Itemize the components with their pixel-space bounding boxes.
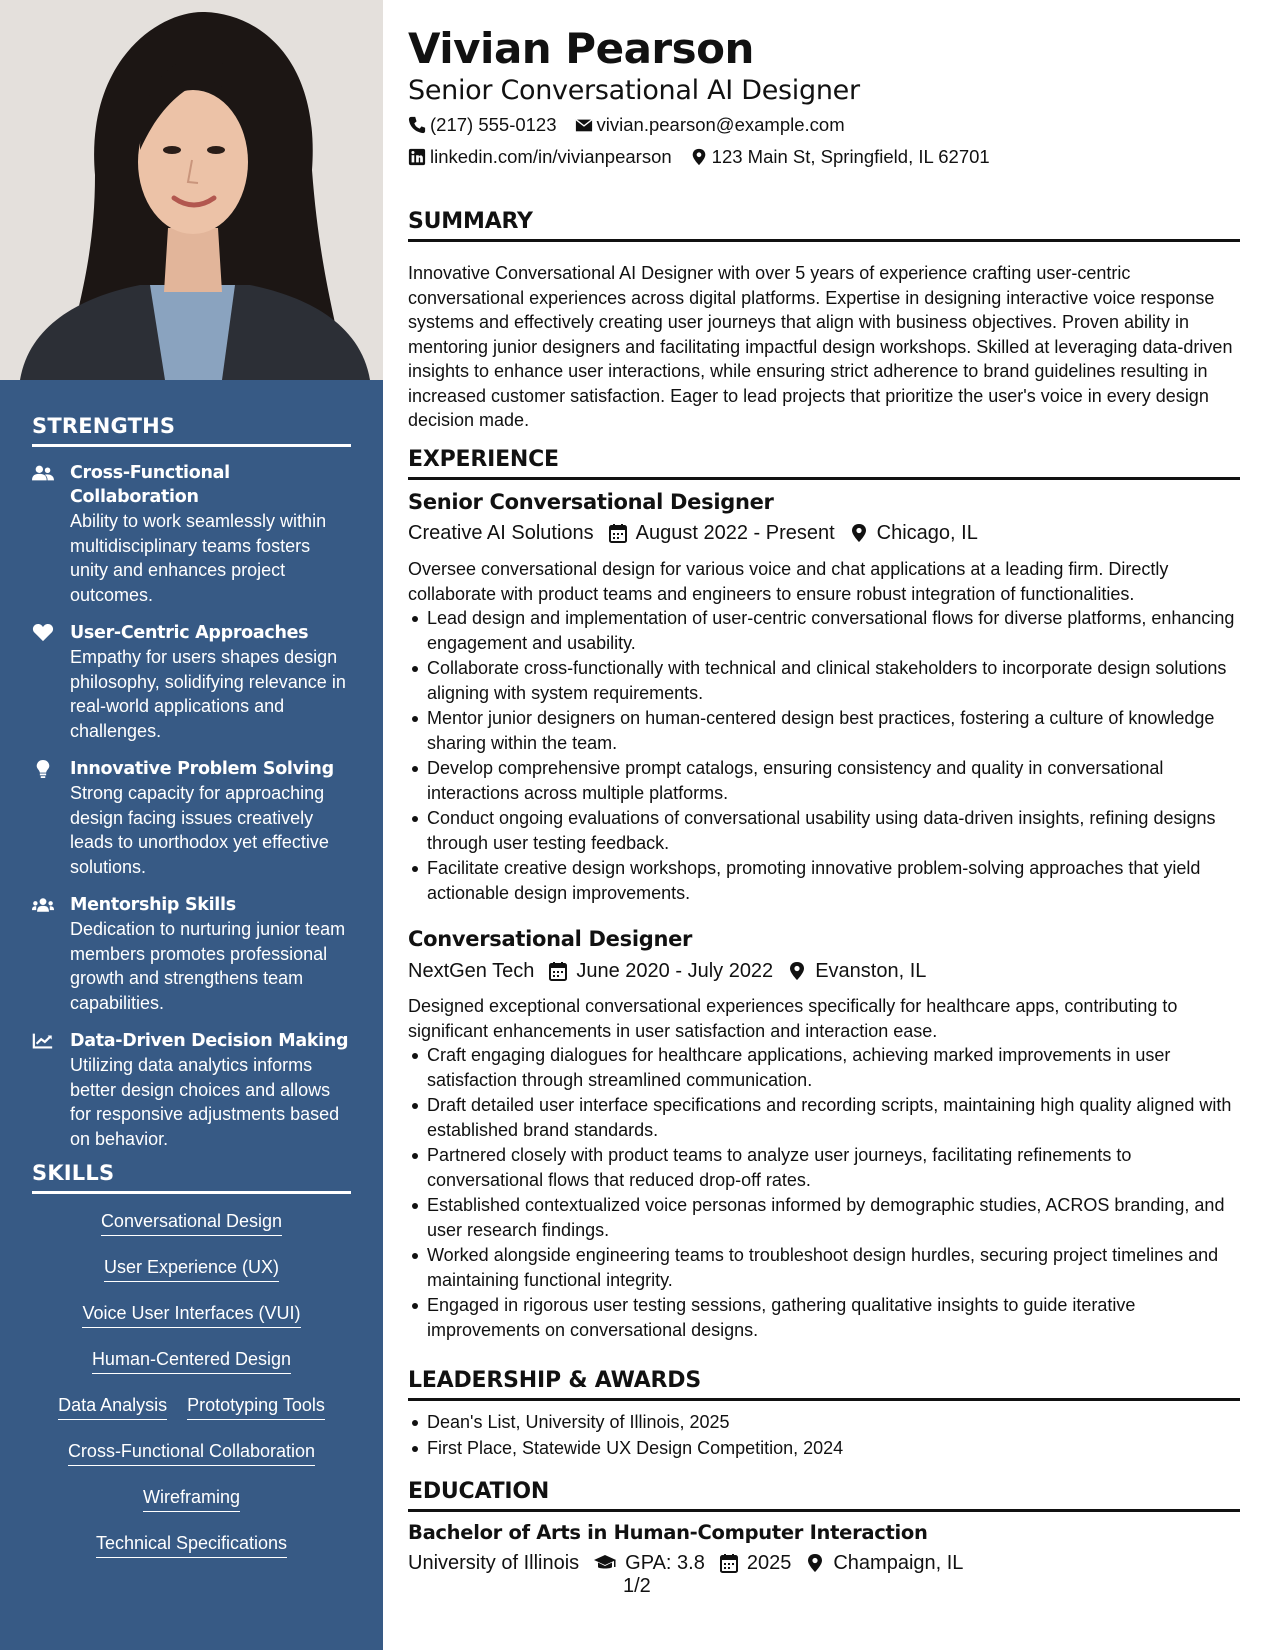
skills-heading: SKILLS <box>32 1161 351 1194</box>
calendar-icon <box>548 961 568 981</box>
skill-tag: Technical Specifications <box>96 1531 287 1558</box>
envelope-icon <box>575 116 593 134</box>
linkedin-url: linkedin.com/in/vivianpearson <box>430 146 672 167</box>
strength-title: Data-Driven Decision Making <box>70 1031 349 1051</box>
strengths-heading: STRENGTHS <box>32 414 351 447</box>
education-meta <box>408 1550 963 1576</box>
phone-contact[interactable] <box>408 113 557 137</box>
job-bullet: Engaged in rigorous user testing sessions, gathering qualitative insights to guide iterative improvements on conversational designs. <box>408 1293 1240 1342</box>
job-title: Conversational Designer <box>408 927 693 951</box>
job-bullet: Collaborate cross-functionally with technical and clinical stakeholders to incorporate design solutions aligning with system requirements. <box>408 656 1240 705</box>
job-company: Creative AI Solutions <box>408 522 594 544</box>
leadership-heading: LEADERSHIP & AWARDS <box>408 1367 1240 1401</box>
job-bullet: Facilitate creative design workshops, promoting innovative problem-solving approaches that yield actionable design improvements. <box>408 856 1240 905</box>
education-heading: EDUCATION <box>408 1478 1240 1512</box>
summary-text: Innovative Conversational AI Designer with over 5 years of experience crafting user-centric conversational experiences across digital platforms. Expertise in designing interactive voice response systems and effectively creating user journeys that align with business objectives. Proven ability in mentoring junior designers and facilitating impactful design workshops. Skilled at leveraging data-driven insights to enhance user interactions, while ensuring strict adherence to brand guidelines resulting in increased customer satisfaction. Eager to lead projects that prioritize the user's voice in every design decision made. <box>408 263 1233 430</box>
job-bullet: Craft engaging dialogues for healthcare applications, achieving marked improvements in user satisfaction through streamlined communication. <box>408 1043 1240 1092</box>
job-bullet: Established contextualized voice personas informed by demographic studies, ACROS branding, and user research findings. <box>408 1193 1240 1242</box>
job-summary: Designed exceptional conversational experiences specifically for healthcare apps, contributing to significant enhancements in user satisfaction and interaction ease. <box>408 996 1178 1041</box>
users-icon <box>32 461 70 607</box>
job-meta <box>408 520 978 546</box>
profile-photo <box>0 0 383 380</box>
job-location: Chicago, IL <box>876 522 978 544</box>
strength-item <box>32 893 351 1015</box>
phone-number: (217) 555-0123 <box>430 114 557 135</box>
strengths-section <box>32 414 351 1151</box>
sidebar <box>0 0 383 1650</box>
experience-heading: EXPERIENCE <box>408 446 1240 480</box>
calendar-icon <box>719 1553 739 1573</box>
strength-title: Innovative Problem Solving <box>70 759 334 779</box>
skill-tag: Voice User Interfaces (VUI) <box>82 1301 300 1328</box>
skill-tag: Conversational Design <box>101 1209 282 1236</box>
strength-item <box>32 461 351 607</box>
award-item: First Place, Statewide UX Design Competition, 2024 <box>408 1436 1240 1461</box>
job-bullet: Develop comprehensive prompt catalogs, ensuring consistency and quality in conversational interactions across multiple platforms. <box>408 756 1240 805</box>
email-address: vivian.pearson@example.com <box>596 114 845 135</box>
email-contact[interactable] <box>575 113 845 137</box>
job-bullet: Worked alongside engineering teams to troubleshoot design hurdles, securing project timelines and maintaining functional integrity. <box>408 1243 1240 1292</box>
job-bullet: Partnered closely with product teams to analyze user journeys, facilitating refinements to conversational flows that reduced drop-off rates. <box>408 1143 1240 1192</box>
job-dates: June 2020 - July 2022 <box>576 960 774 982</box>
award-item: Dean's List, University of Illinois, 2025 <box>408 1410 1240 1435</box>
lightbulb-icon <box>32 757 70 879</box>
group-icon <box>32 893 70 1015</box>
summary-heading: SUMMARY <box>408 208 1240 242</box>
candidate-name: Vivian Pearson <box>408 24 754 73</box>
education-school: University of Illinois <box>408 1552 580 1574</box>
portrait-image <box>0 0 383 380</box>
strength-title: User-Centric Approaches <box>70 623 309 643</box>
phone-icon <box>408 116 426 134</box>
education-year: 2025 <box>746 1552 792 1574</box>
strength-description: Empathy for users shapes design philosophy, solidifying relevance in real-world applications and challenges. <box>70 647 346 741</box>
calendar-icon <box>608 523 628 543</box>
skill-tag: Wireframing <box>143 1485 240 1512</box>
job-bullet: Mentor junior designers on human-centered design best practices, fostering a culture of knowledge sharing within the team. <box>408 706 1240 755</box>
job-bullet: Conduct ongoing evaluations of conversational usability using data-driven insights, refining designs through user testing feedback. <box>408 806 1240 855</box>
linkedin-icon <box>408 148 426 166</box>
job-company: NextGen Tech <box>408 960 535 982</box>
linkedin-contact[interactable] <box>408 145 672 169</box>
skills-section <box>32 1161 351 1570</box>
skill-tag: User Experience (UX) <box>104 1255 279 1282</box>
skills-list <box>32 1202 351 1570</box>
strength-description: Ability to work seamlessly within multidisciplinary teams fosters unity and enhances project outcomes. <box>70 511 327 605</box>
job-title: Senior Conversational Designer <box>408 490 774 514</box>
graduation-cap-icon <box>593 1553 617 1573</box>
map-pin-icon <box>849 523 869 543</box>
heart-icon <box>32 621 70 743</box>
strength-description: Utilizing data analytics informs better design choices and allows for responsive adjustments based on behavior. <box>70 1055 340 1149</box>
job-dates: August 2022 - Present <box>635 522 835 544</box>
strength-item <box>32 621 351 743</box>
education-gpa: GPA: 3.8 <box>625 1552 705 1574</box>
candidate-title: Senior Conversational AI Designer <box>408 75 860 106</box>
skill-tag: Human-Centered Design <box>92 1347 291 1374</box>
skill-tag: Cross-Functional Collaboration <box>68 1439 315 1466</box>
map-pin-icon <box>787 961 807 981</box>
contact-row <box>408 145 1008 169</box>
chart-line-icon <box>32 1029 70 1151</box>
strength-item <box>32 1029 351 1151</box>
map-pin-icon <box>805 1553 825 1573</box>
job-location: Evanston, IL <box>815 960 927 982</box>
strength-title: Mentorship Skills <box>70 895 236 915</box>
job-bullet: Lead design and implementation of user-centric conversational flows for diverse platforms, enhancing engagement and usability. <box>408 606 1240 655</box>
page-number: 1/2 <box>623 1575 651 1597</box>
education-degree: Bachelor of Arts in Human-Computer Interaction <box>408 1521 928 1544</box>
strength-title: Cross-Functional Collaboration <box>70 463 230 507</box>
contact-row <box>408 113 863 137</box>
job-bullets <box>408 1043 1240 1343</box>
job-bullets <box>408 606 1240 906</box>
job-summary: Oversee conversational design for various voice and chat applications at a leading firm. Directly collaborate with product teams and engineers to ensure robust integration of functionalities. <box>408 559 1169 604</box>
strength-item <box>32 757 351 879</box>
skill-tag: Data Analysis <box>58 1393 167 1420</box>
strength-description: Dedication to nurturing junior team members promotes professional growth and strengthens team capabilities. <box>70 919 346 1013</box>
job-meta <box>408 958 926 984</box>
address-contact <box>690 145 990 169</box>
map-pin-icon <box>690 148 708 166</box>
skill-tag: Prototyping Tools <box>187 1393 325 1420</box>
education-location: Champaign, IL <box>833 1552 964 1574</box>
leadership-list <box>408 1410 1240 1461</box>
address-text: 123 Main St, Springfield, IL 62701 <box>711 146 990 167</box>
strength-description: Strong capacity for approaching design facing issues creatively leads to unorthodox yet effective solutions. <box>70 783 329 877</box>
job-bullet: Draft detailed user interface specifications and recording scripts, maintaining high quality aligned with established brand standards. <box>408 1093 1240 1142</box>
